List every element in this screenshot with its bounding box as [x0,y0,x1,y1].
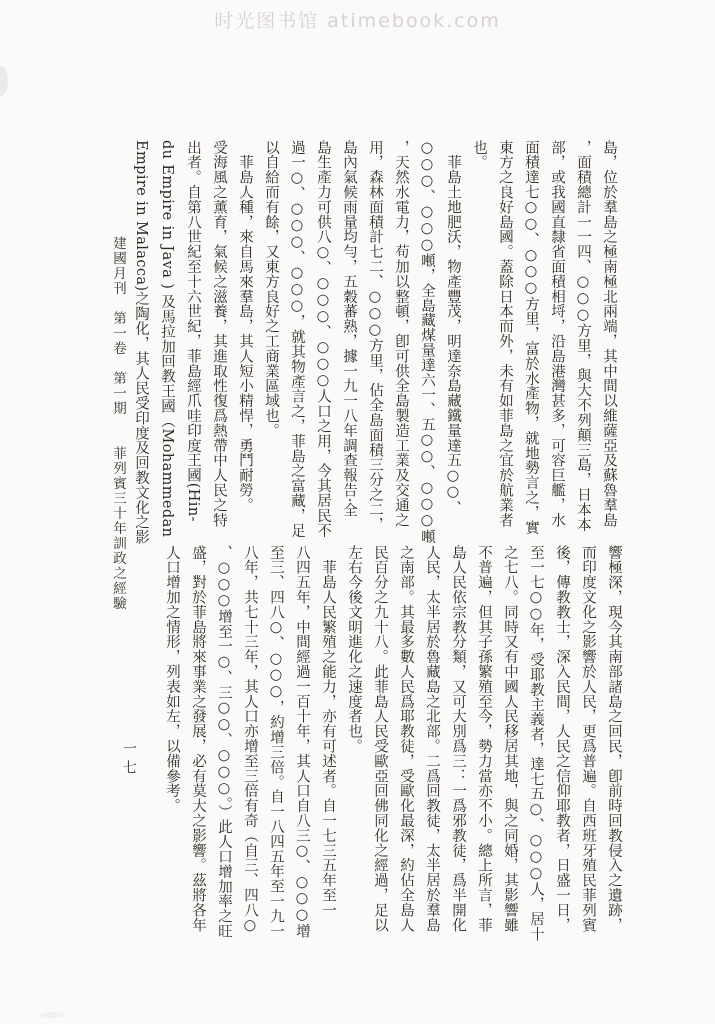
text-column: 也。 [471,140,487,170]
text-column: 之七八。同時又有中國人民移居其地，與之同婚，其影響雖 [502,545,518,933]
text-column: 受海風之薰育，氣候之滋養，其進取性復爲熱帶中人民之特 [211,140,227,528]
text-column: ○○○、○○○噸，全島藏煤量達六一、五○○、○○○噸 [419,140,435,544]
text-column: ，天然水電力，苟加以整頓，卽可供全島製造工業及交通之 [393,140,409,528]
text-column: 八年，共七十三年，其人口亦增至三倍有奇（自三、四八○ [242,545,258,934]
text-column: Empire in Malacca)之陶化，其人民受印度及回教文化之影 [133,140,149,545]
text-column: 響極深，現今其南部諸島之回民，卽前時回教侵入之遺跡， [606,545,622,933]
text-column: 菲島人種，來自馬來羣島，其人短小精悍，勇鬥耐勞。 [237,140,253,513]
text-column: 盛，對於菲島將來事業之發展，必有莫大之影響。茲將各年 [190,545,206,933]
text-column: 以自給而有餘，又東方良好之工商業區域也。 [263,140,279,438]
text-column: 島，位於羣島之極南極北兩端，其中間以維薩亞及蘇魯羣島 [601,140,617,528]
text-column: 至三、四八○、○○○，約增三倍。自一八四五年至一九一 [268,545,284,939]
text-column: 八四五年，中間經過一百十年，其人口自八三○、○○○增 [294,545,310,939]
text-column: 民百分之九十八。此菲島人民受歐亞回佛同化之經過，足以 [372,545,388,933]
text-column: du Empire in Java ) 及馬拉加回教王國（Mohammedan [159,140,175,538]
text-column: 人民，太半居於魯藏島之北部。二爲回教徒，太半居於羣島 [424,545,440,933]
text-column: 東方之良好島國。蓋除日本而外，未有如菲島之宜於航業者 [497,140,513,528]
text-column: 菲島土地肥沃，物產豐茂，明達奈島藏鐵量達五○○、 [445,140,461,516]
text-column: 用，森林面積計七二、○○○方里，佔全島面積三分之二， [367,140,383,532]
top-text-band [128,140,622,545]
text-column: 、○○○增至一○、三○○、○○○。）此人口增加率之旺 [216,545,232,939]
text-column: 島人民依宗教分類，又可大別爲三：一爲邪教徒，爲半開化 [450,545,466,933]
text-column: ，面積總計一一四、○○○方里，與大不列顛三島，日本本 [575,140,591,532]
text-column: 面積達七○○、○○○方里，富於水產物，就地勢言之，實 [523,140,539,535]
watermark-text: 时光图书馆 atimebook.com [214,10,501,32]
text-column: 島生產力可供八○、○○○、○○○人口之用，今其居民不 [315,140,331,538]
text-column: 人口增加之情形，列表如左，以備參考。 [164,545,180,814]
bottom-text-band [159,545,627,942]
page-number: 一七 [121,741,137,779]
text-column: 島內氣候雨量均勻，五穀蕃熟，據一九一八年調查報告·全 [341,140,357,518]
text-column: 至一七○○年，受耶教主義者，達七五○、○○○人，居十 [528,545,544,942]
text-column: 之南部。其最多數人民爲耶教徒，受歐化最深，約佔全島人 [398,545,414,933]
text-column: 不普遍，但其子孫繁殖至今，勢力當亦不小。總上所言，菲 [476,545,492,933]
text-column: 而印度文化之影響於人民，更爲普遍。自西班牙殖民菲列賓 [580,545,596,933]
text-column: 菲島人民繁殖之能力，亦有可述者。自一七三五年至一 [320,545,336,918]
text-column: 出者。自第八世紀至十六世紀，菲島經爪哇印度王國(Hin- [185,140,201,522]
text-column: 後，傳教教士，深入民間，人民之信仰耶教者，日盛一日， [554,545,570,933]
scan-smudge [0,66,8,96]
scan-smudge [40,1012,66,1018]
running-title: 建國月刊 第一卷 第一期 菲列賓三十年訓政之經驗 [110,236,126,611]
text-column: 左右今後文明進化之速度者也。 [346,545,362,754]
text-column: 過一○、○○○、○○○，就其物產言之，菲島之富藏，足 [289,140,305,538]
text-column: 部，或我國直隸省面積相埒，沿島港灣甚多，可容巨艦，水 [549,140,565,528]
